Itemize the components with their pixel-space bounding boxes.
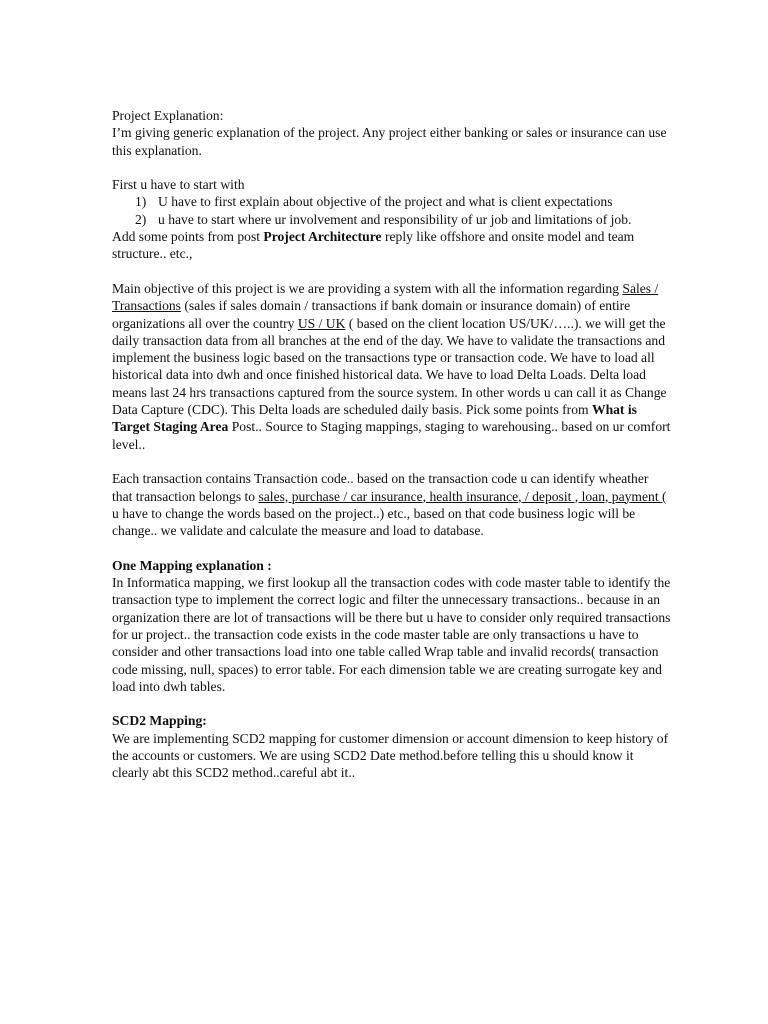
blank-line xyxy=(112,263,672,280)
transaction-paragraph xyxy=(112,470,672,539)
section-heading-project-explanation: Project Explanation: xyxy=(112,108,224,123)
list-number: 1) xyxy=(135,194,147,210)
text-run: reply like offshore and onsite model and team structure.. etc., xyxy=(112,229,635,262)
intro-paragraph: I’m giving generic explanation of the project. Any project either banking or sales or insurance can use this explanation. xyxy=(112,125,667,158)
blank-line xyxy=(112,695,672,712)
list-number: 2) xyxy=(135,211,147,227)
blank-line xyxy=(112,453,672,470)
underlined-sales-transactions: Sales / Transactions xyxy=(112,280,659,314)
objective-paragraph xyxy=(112,280,672,453)
list-item xyxy=(112,211,672,228)
scd2-paragraph: We are implementing SCD2 mapping for customer dimension or account dimension to keep history of the accounts or customers. We are using SCD2 Date method.before telling this u should know it clearly abt this SCD2 method..careful abt it.. xyxy=(112,730,669,781)
bold-reference-project-architecture: Project Architecture xyxy=(263,229,382,245)
list-item xyxy=(112,193,672,210)
text-run: Post.. Source to Staging mappings, staging to warehousing.. based on ur comfort level.. xyxy=(112,419,671,452)
start-lead: First u have to start with xyxy=(112,177,245,193)
section-heading-scd2: SCD2 Mapping: xyxy=(112,713,207,729)
underlined-transaction-types: sales, purchase / car insurance, health insurance, / deposit , loan, payment ( xyxy=(258,488,667,504)
text-run: ( based on the client location US/UK/…..). we will get the daily transaction data from all branches at the end of the day. We have to validate the transactions and implement the business logic based on the transactions type or transaction code. We have to load all historical data into dwh and once finished historical data. We have to load Delta Loads. Delta load means last 24 hrs transactions captured from the source system. In other words u can call it as Change Data Capture (CDC). This Delta loads are scheduled daily basis. Pick some points from xyxy=(112,315,667,418)
list-item-text: U have to first explain about objective of the project and what is client expectations xyxy=(158,194,613,210)
text-run: Add some points from post xyxy=(112,229,264,245)
architecture-paragraph xyxy=(112,228,672,263)
numbered-list xyxy=(112,193,672,228)
text-run: u have to change the words based on the project..) etc., based on that code business logic will be change.. we validate and calculate the measure and load to database. xyxy=(112,505,636,539)
mapping-paragraph: In Informatica mapping, we first lookup all the transaction codes with code master table to identify the transaction type to implement the correct logic and filter the unnecessary transactions.. because in an organization there are lot of transactions will be there but u have to consider only required transactions for ur project.. the transaction code exists in the code master table are only transactions u have to consider and other transactions load into one table called Wrap table and invalid records( transaction code missing, null, spaces) to error table. For each dimension table we are creating surrogate key and load into dwh tables. xyxy=(112,575,671,694)
list-item-text: u have to start where ur involvement and responsibility of ur job and limitations of job. xyxy=(158,211,632,227)
text-run: (sales if sales domain / transactions if bank domain or insurance domain) of entire organizations all over the country xyxy=(112,298,631,331)
section-heading-one-mapping: One Mapping explanation : xyxy=(112,557,272,573)
text-run: Each transaction contains Transaction code.. based on the transaction code u can identify wheather that transaction belongs to xyxy=(112,471,649,504)
bold-reference-target-staging-area: What is Target Staging Area xyxy=(112,402,637,435)
blank-line xyxy=(112,159,672,176)
blank-line xyxy=(112,539,672,556)
text-run: Main objective of this project is we are providing a system with all the information regarding xyxy=(112,280,623,296)
document-body xyxy=(112,107,672,782)
underlined-country: US / UK xyxy=(297,315,346,331)
